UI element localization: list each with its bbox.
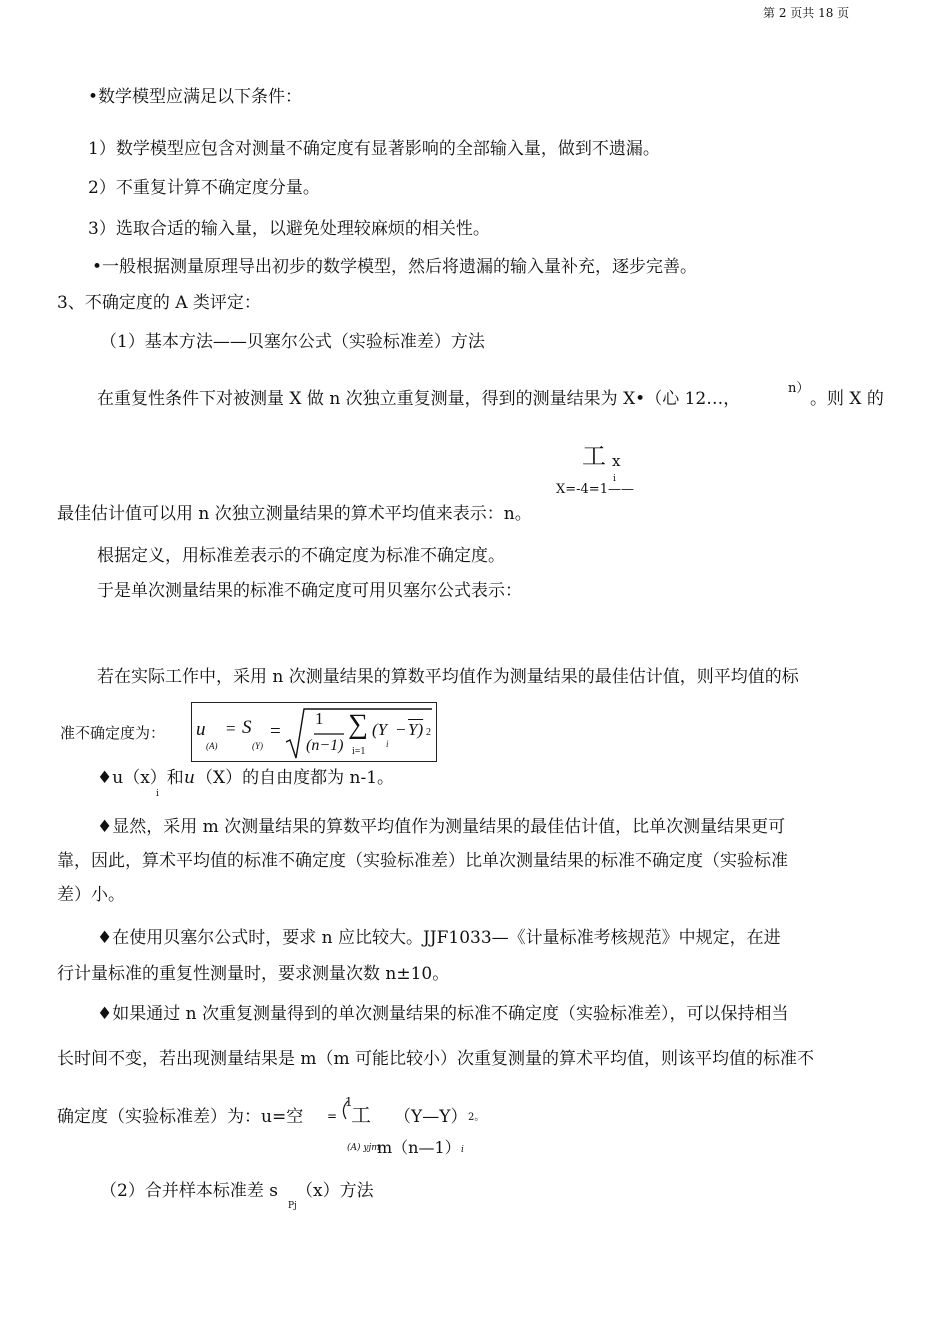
para-practice: 若在实际工作中，采用 n 次测量结果的算数平均值作为测量结果的最佳估计值，则平均值的标 <box>97 667 799 687</box>
fragment-n-sup: n） <box>788 381 810 396</box>
para-obviously: ♦显然，采用 m 次测量结果的算数平均值作为测量结果的最佳估计值，比单次测量结果更可 <box>97 817 786 837</box>
para-bessel-intro: 于是单次测量结果的标准不确定度可用贝塞尔公式表示： <box>97 581 522 601</box>
para-definition: 根据定义，用标准差表示的不确定度为标准不确定度。 <box>97 546 505 566</box>
page-number: 第 2 页共 18 页 <box>763 6 850 20</box>
formula-sub-y: (Y) <box>252 741 263 751</box>
para-repeat-measure-end: 。则 X 的 <box>810 389 884 409</box>
formula-sub-a: (A) <box>206 741 218 751</box>
formula-den: (n−1) <box>306 737 344 754</box>
eq-small: = <box>327 1109 338 1123</box>
para-best-estimate: 最佳估计值可以用 n 次独立测量结果的算术平均值来表示：n。 <box>57 504 532 524</box>
para-bessel-usage-2: 行计量标准的重复性测量时，要求测量次数 n±10。 <box>57 964 450 984</box>
formula-one: 1 <box>315 709 324 728</box>
para-obviously-3: 差）小。 <box>57 885 125 905</box>
formula-u: u <box>196 719 206 740</box>
para-dof-end: （X）的自由度都为 n-1。 <box>196 768 395 788</box>
subsection-heading-bessel: （1）基本方法——贝塞尔公式（实验标准差）方法 <box>100 332 485 352</box>
para-model-general: •一般根据测量原理导出初步的数学模型，然后将遗漏的输入量补充，逐步完善。 <box>92 257 698 277</box>
section-heading-a-type: 3、不确定度的 A 类评定： <box>57 293 261 313</box>
para-model-conditions: •数学模型应满足以下条件： <box>88 87 303 107</box>
mean-formula: X=-4=1—— <box>556 482 634 497</box>
para-bessel-usage: ♦在使用贝塞尔公式时，要求 n 应比较大。JJF1033—《计量标准考核规范》中规定，在进 <box>97 928 781 948</box>
formula-minus: − <box>396 720 406 739</box>
para-dof-start: ♦u（x）和 <box>97 768 184 788</box>
sum-glyph-2: 工 <box>351 1103 371 1127</box>
subsection-heading-pooled: （2）合并样本标准差 s <box>100 1181 278 1201</box>
formula-ybar: Y) <box>408 720 424 739</box>
i-sub: i <box>613 474 616 484</box>
formula-term: (Y <box>372 720 388 739</box>
para-long-term-2: 长时间不变，若出现测量结果是 m（m 可能比较小）次重复测量的算术平均值，则该平均值的标准不 <box>57 1049 815 1069</box>
boxed-formula <box>191 702 437 762</box>
one-frac: 1 <box>345 1095 353 1109</box>
formula-lower: i=1 <box>352 746 366 757</box>
formula-s: S <box>242 717 252 738</box>
formula-power: 2 <box>426 727 431 738</box>
para-mean-uncertainty: 准不确定度为： <box>60 724 166 742</box>
list-item-2: 2）不重复计算不确定度分量。 <box>88 178 320 198</box>
para-repeat-measure: 在重复性条件下对被测量 X 做 n 次独立重复测量，得到的测量结果为 X•（心 12…， <box>97 389 741 409</box>
x-small: x <box>612 452 621 470</box>
list-item-3: 3）选取合适的输入量，以避免处理较麻烦的相关性。 <box>88 219 490 239</box>
sub-2: 2。 <box>468 1112 485 1123</box>
sum-glyph: 工 <box>582 442 606 470</box>
denominator: m（n—1） <box>377 1138 461 1157</box>
para-m-average-end: （Y—Y） <box>394 1107 468 1127</box>
formula-eq2: = <box>270 721 281 742</box>
para-obviously-2: 靠，因此，算术平均值的标准不确定度（实验标准差）比单次测量结果的标准不确定度（实验标准 <box>57 851 788 871</box>
formula-eq: = <box>226 719 236 738</box>
para-m-average: 确定度（实验标准差）为：u=空 <box>57 1107 304 1127</box>
subsection-heading-pooled-end: （x）方法 <box>296 1181 374 1201</box>
i-sub-2: i <box>461 1145 464 1155</box>
formula-sub-i: i <box>386 739 389 749</box>
pj-sub: Pj <box>288 1201 297 1211</box>
bracket-mark-icon <box>338 1099 352 1121</box>
denominator-prefix: (A) yjm <box>347 1143 380 1153</box>
para-long-term: ♦如果通过 n 次重复测量得到的单次测量结果的标准不确定度（实验标准差），可以保持相当 <box>97 1004 789 1024</box>
i-under-u: i <box>156 789 159 799</box>
u-italic: u <box>184 768 195 788</box>
list-item-1: 1）数学模型应包含对测量不确定度有显著影响的全部输入量，做到不遗漏。 <box>88 139 660 159</box>
formula-sum: ∑ <box>348 709 368 740</box>
